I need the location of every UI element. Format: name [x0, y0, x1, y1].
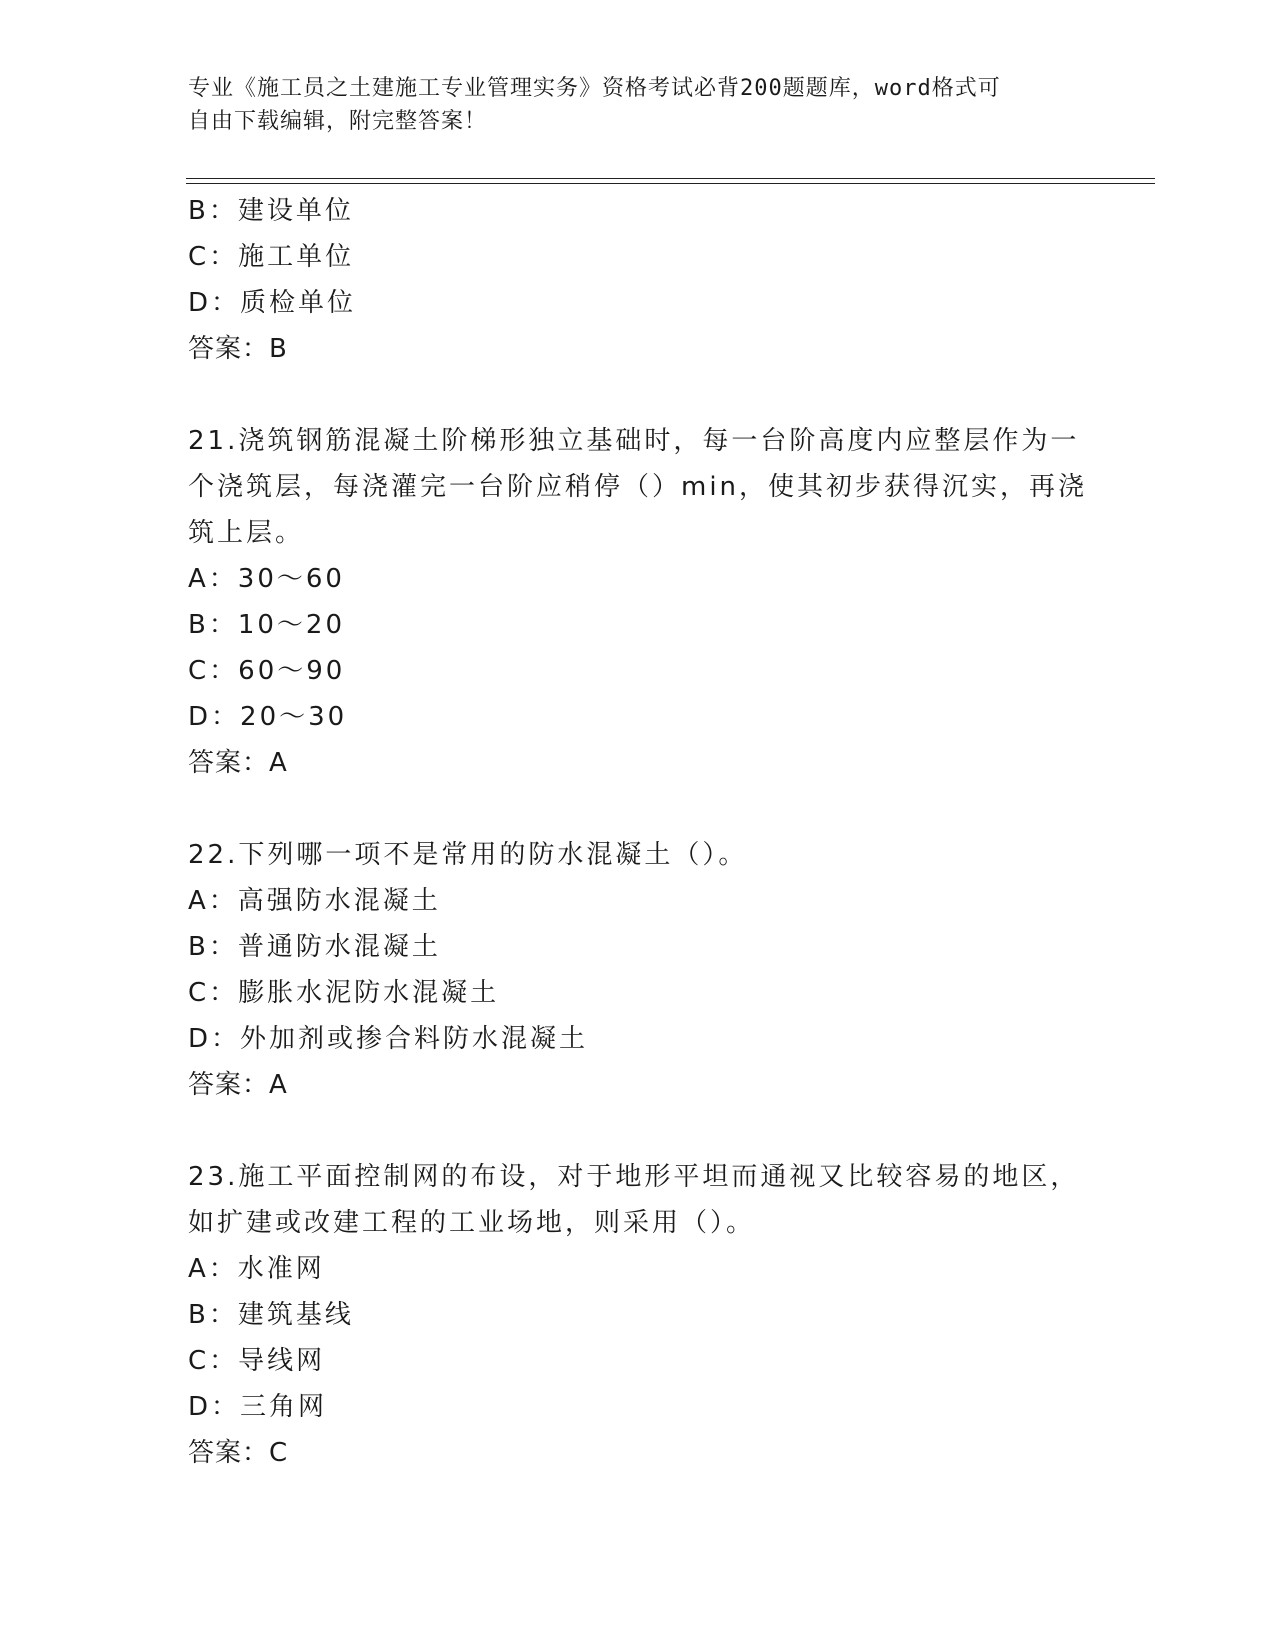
option-c: C：导线网: [188, 1346, 326, 1376]
option-d: D：质检单位: [188, 288, 357, 318]
header-rule-top: [186, 178, 1155, 179]
document-header: [188, 72, 1068, 138]
option-a: A：高强防水混凝土: [188, 886, 441, 916]
option-a: A：30～60: [188, 564, 345, 594]
question-stem-line: 筑上层。: [188, 518, 305, 548]
answer-line: 答案：C: [188, 1438, 289, 1468]
option-d: D：三角网: [188, 1392, 328, 1422]
question-stem-line: 个浇筑层，每浇灌完一台阶应稍停（）min，使其初步获得沉实，再浇: [188, 472, 1088, 502]
option-b: B：建设单位: [188, 196, 354, 226]
question-stem-line: 23.施工平面控制网的布设，对于地形平坦而通视又比较容易的地区，: [188, 1162, 1080, 1192]
header-line-2: 自由下载编辑，附完整答案！: [188, 109, 488, 134]
question-stem-line: 21.浇筑钢筋混凝土阶梯形独立基础时，每一台阶高度内应整层作为一: [188, 426, 1080, 456]
option-c: C：施工单位: [188, 242, 355, 272]
header-rule-bottom: [186, 183, 1155, 184]
question-block-prev: [188, 188, 1088, 372]
question-stem-line: 如扩建或改建工程的工业场地，则采用（）。: [188, 1208, 756, 1238]
spacer: [188, 786, 1088, 832]
question-block-21: [188, 418, 1088, 786]
header-line-1: 专业《施工员之土建施工专业管理实务》资格考试必背200题题库，word格式可: [188, 76, 1001, 101]
option-b: B：普通防水混凝土: [188, 932, 441, 962]
answer-line: 答案：B: [188, 334, 288, 364]
question-stem-line: 22.下列哪一项不是常用的防水混凝土（）。: [188, 840, 748, 870]
option-d: D：20～30: [188, 702, 348, 732]
spacer: [188, 372, 1088, 418]
question-block-22: [188, 832, 1088, 1108]
option-c: C：膨胀水泥防水混凝土: [188, 978, 500, 1008]
option-b: B：建筑基线: [188, 1300, 354, 1330]
option-a: A：水准网: [188, 1254, 325, 1284]
answer-line: 答案：A: [188, 748, 288, 778]
question-list: [188, 188, 1088, 1476]
answer-line: 答案：A: [188, 1070, 288, 1100]
option-b: B：10～20: [188, 610, 346, 640]
question-block-23: [188, 1154, 1088, 1476]
option-c: C：60～90: [188, 656, 346, 686]
option-d: D：外加剂或掺合料防水混凝土: [188, 1024, 589, 1054]
spacer: [188, 1108, 1088, 1154]
